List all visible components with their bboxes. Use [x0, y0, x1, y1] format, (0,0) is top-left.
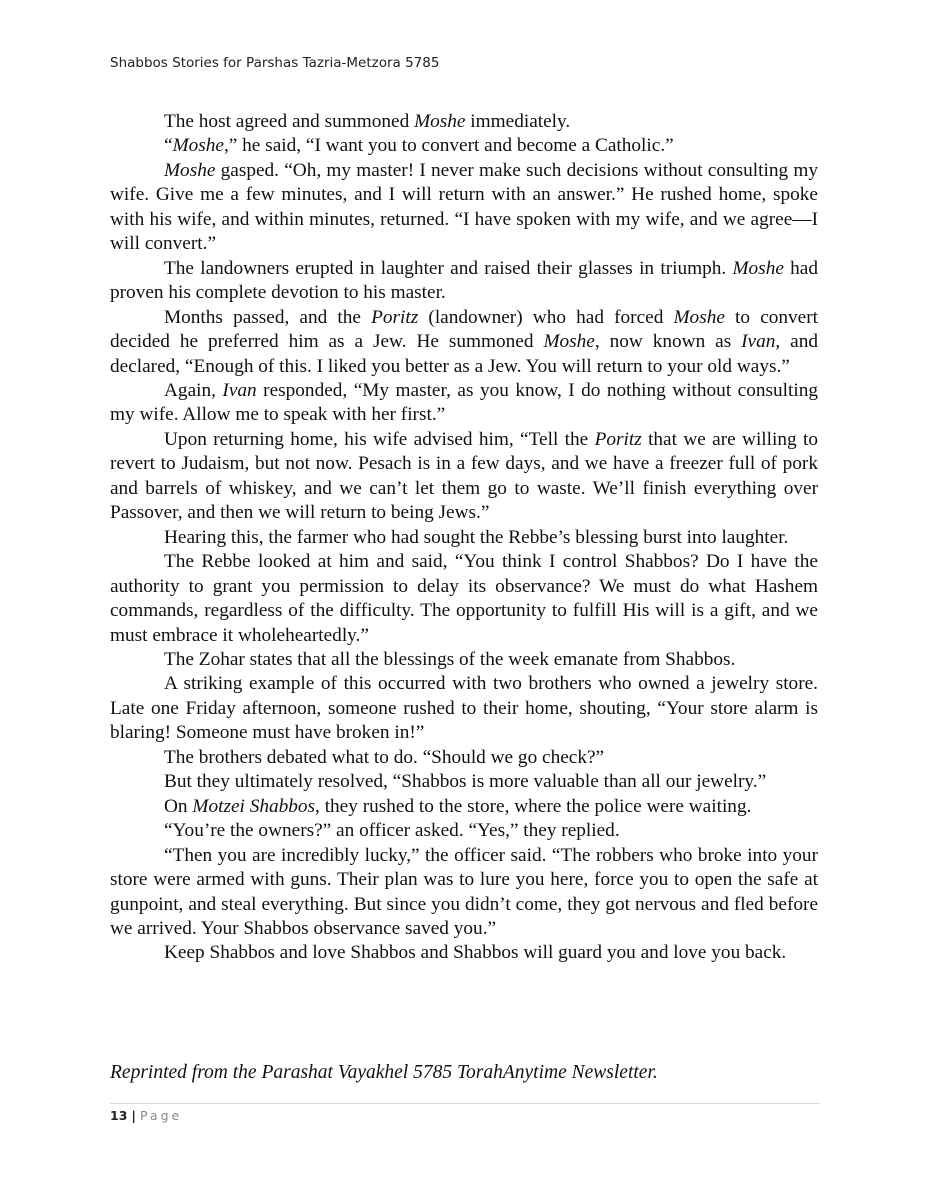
paragraph — [110, 257, 818, 306]
italic-text: Ivan — [741, 331, 776, 353]
paragraph — [110, 844, 818, 942]
text-run: , now known as — [594, 331, 742, 353]
italic-text: Moshe — [414, 111, 466, 132]
italic-text: Moshe — [172, 135, 224, 157]
text-run: “Then you are incredibly lucky,” the officer said. “The robbers who broke into your store were armed with guns. Their plan was to lure you here, force you to open the safe at gunpoint, and steal everything. But since you didn’t come, they got nervous and fled before we arrived. Your Shabbos observance saved you.” — [110, 844, 818, 939]
paragraph — [110, 672, 818, 745]
footer-separator: | — [131, 1108, 136, 1123]
paragraph — [110, 648, 818, 672]
paragraph — [110, 526, 818, 550]
text-run: Again, — [164, 379, 223, 401]
paragraph — [110, 550, 818, 648]
italic-text: Moshe — [673, 306, 725, 328]
text-run: Upon returning home, his wife advised him, “Tell the — [164, 428, 595, 450]
reprint-credit: Reprinted from the Parashat Vayakhel 5785 TorahAnytime Newsletter. — [110, 1062, 658, 1083]
paragraph — [110, 428, 818, 526]
paragraph — [110, 134, 818, 158]
text-run: to convert decided he preferred him as a Jew. He summoned — [110, 306, 819, 353]
text-run: , and declared, “Enough of this. I liked you better as a Jew. You will return to your old ways.” — [110, 331, 818, 377]
text-run: The landowners erupted in laughter and raised their glasses in triumph. — [164, 257, 733, 279]
article-body — [110, 110, 818, 966]
italic-text: Ivan — [222, 379, 257, 401]
italic-text: Moshe — [543, 331, 595, 353]
text-run: Hearing this, the farmer who had sought the Rebbe’s blessing burst into laughter. — [164, 526, 789, 548]
italic-text: Motzei Shabbos — [192, 795, 316, 817]
paragraph — [110, 819, 818, 843]
text-run: The brothers debated what to do. “Should we go check?” — [164, 746, 605, 768]
paragraph — [110, 110, 818, 134]
paragraph — [110, 770, 818, 794]
text-run: The Rebbe looked at him and said, “You think I control Shabbos? Do I have the authority to grant you permission to delay its observance? We must do what Hashem commands, regardless of the difficulty. The opportunity to fulfill His will is a gift, and we must embrace it wholeheartedly.” — [110, 551, 818, 646]
italic-text: Poritz — [371, 306, 419, 328]
page-label: Page — [139, 1108, 183, 1123]
italic-text: Poritz — [594, 428, 642, 450]
text-run: immediately. — [465, 111, 571, 132]
text-run: ,” he said, “I want you to convert and become a Catholic.” — [223, 135, 674, 157]
text-run: , they rushed to the store, where the police were waiting. — [315, 795, 752, 817]
italic-text: Moshe — [164, 159, 216, 181]
text-run: responded, “My master, as you know, I do nothing without consulting my wife. Allow me to speak with her first.” — [110, 379, 818, 426]
running-header: Shabbos Stories for Parshas Tazria-Metzora 5785 — [110, 55, 440, 71]
paragraph — [110, 795, 818, 819]
page-footer — [110, 1108, 182, 1123]
italic-text: Moshe — [732, 257, 784, 279]
page-number: 13 — [110, 1108, 128, 1123]
text-run: gasped. “Oh, my master! I never make such decisions without consulting my wife. Give me a few minutes, and I will return with an answer.” He rushed home, spoke with his wife, and within minutes, returned. “I have spoken with my wife, and we agree—I will convert.” — [110, 159, 818, 255]
paragraph — [110, 159, 818, 257]
paragraph — [110, 746, 818, 770]
text-run: A striking example of this occurred with two brothers who owned a jewelry store. Late one Friday afternoon, someone rushed to their home, shouting, “Your store alarm is blaring! Someone must have broken in!” — [110, 673, 818, 744]
paragraph — [110, 379, 818, 428]
footer-divider — [110, 1103, 820, 1104]
text-run: Keep Shabbos and love Shabbos and Shabbos will guard you and love you back. — [164, 942, 787, 964]
text-run: “ — [164, 135, 173, 157]
text-run: But they ultimately resolved, “Shabbos is more valuable than all our jewelry.” — [164, 771, 767, 793]
text-run: had proven his complete devotion to his master. — [110, 257, 818, 304]
text-run: The Zohar states that all the blessings of the week emanate from Shabbos. — [164, 648, 736, 670]
text-run: Months passed, and the — [164, 306, 372, 328]
text-run: The host agreed and summoned — [164, 111, 415, 132]
paragraph — [110, 941, 818, 965]
text-run: “You’re the owners?” an officer asked. “Yes,” they replied. — [164, 820, 620, 842]
text-run: On — [164, 795, 193, 817]
paragraph — [110, 306, 818, 379]
text-run: that we are willing to revert to Judaism, but not now. Pesach is in a few days, and we have a freezer full of pork and barrels of whiskey, and we can’t let them go to waste. We’ll finish everything over Passover, and then we will return to being Jews.” — [110, 428, 818, 524]
text-run: (landowner) who had forced — [418, 306, 674, 328]
